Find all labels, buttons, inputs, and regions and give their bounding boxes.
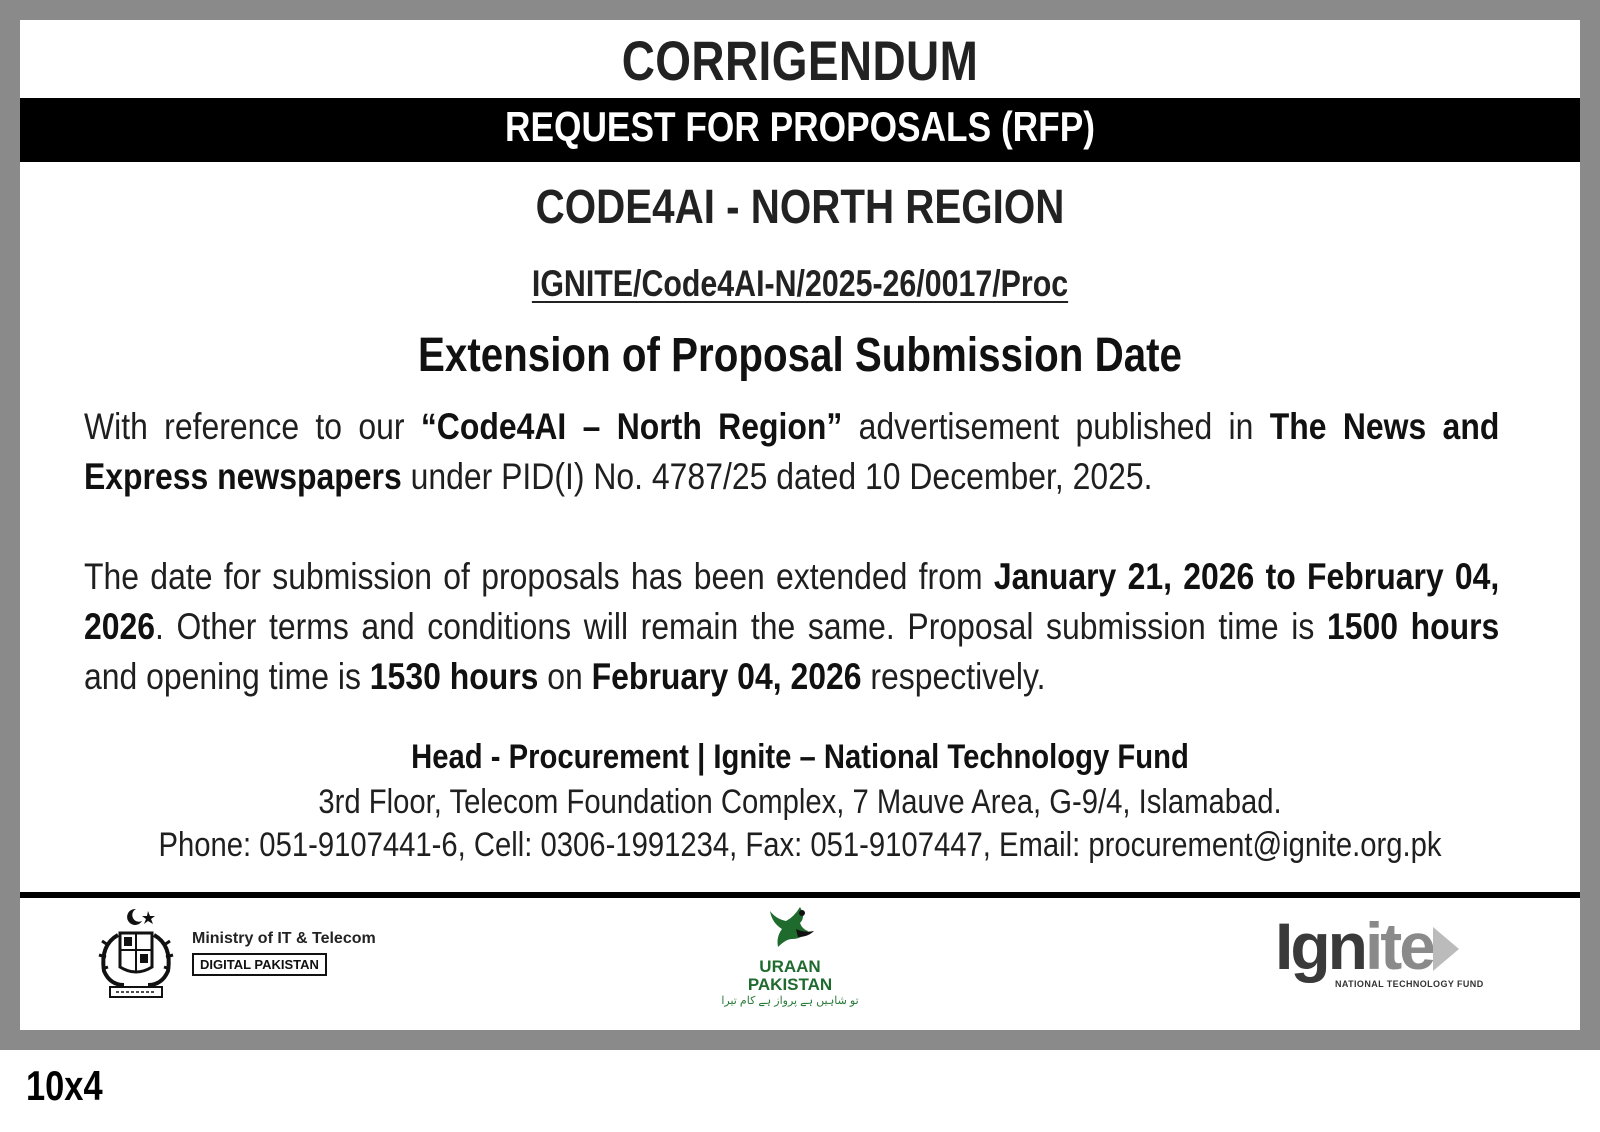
para2-text-5: respectively. — [861, 656, 1046, 697]
uraan-line-1: URAAN — [759, 957, 821, 976]
ignite-logo — [1275, 909, 1484, 989]
uraan-tagline: تو شاہیں ہے پرواز ہے کام تیرا — [721, 995, 859, 1007]
para2-text-2: . Other terms and conditions will remain the same. Proposal submission time is — [155, 606, 1327, 647]
ignite-arrow-icon — [1433, 927, 1459, 971]
ignite-wordmark — [1275, 909, 1484, 983]
ad-size-label: 10x4 — [26, 1062, 103, 1109]
para2-bold-2: 1500 hours — [1326, 606, 1500, 647]
para1-bold-2: The News and Express newspapers — [84, 406, 1500, 497]
contact-head: Head - Procurement | Ignite – National Technology Fund — [411, 738, 1189, 776]
para2-text-1: The date for submission of proposals has been extended from — [84, 556, 994, 597]
rfp-band-text: REQUEST FOR PROPOSALS (RFP) — [505, 103, 1095, 150]
ignite-word-part-1: Ign — [1275, 909, 1365, 983]
para1-bold-1: “Code4AI – North Region” — [420, 406, 843, 447]
para1-text-1: With reference to our — [84, 406, 421, 447]
ministry-name: Ministry of IT & Telecom — [192, 930, 376, 947]
para2-bold-3: 1530 hours — [369, 656, 539, 697]
para2-bold-1: January 21, 2026 to February 04, 2026 — [84, 556, 1500, 647]
para2-bold-4: February 04, 2026 — [591, 656, 862, 697]
uraan-line-2: PAKISTAN — [747, 975, 833, 994]
uraan-pakistan-logo — [720, 905, 860, 1007]
para1-text-2: advertisement published in — [842, 406, 1270, 447]
para2-text-3: and opening time is — [84, 656, 370, 697]
ignite-word-part-2: ite — [1364, 909, 1433, 983]
reference-text: IGNITE/Code4AI-N/2025-26/0017/Proc — [531, 263, 1069, 304]
paragraph-reference — [84, 402, 1499, 502]
para2-text-4: on — [538, 656, 592, 697]
contact-details: Phone: 051-9107441-6, Cell: 0306-1991234, Fax: 051-9107447, Email: procurement@ignite.org.pk — [158, 826, 1442, 864]
paragraph-extension — [84, 552, 1499, 702]
digital-pakistan-tag: DIGITAL PAKISTAN — [192, 953, 327, 976]
rfp-band — [20, 98, 1580, 162]
government-emblem-icon — [90, 905, 182, 1010]
page-title: CORRIGENDUM — [621, 29, 979, 92]
footer-divider — [20, 892, 1580, 898]
falcon-icon — [760, 905, 820, 953]
reference-number — [160, 263, 1439, 305]
ignite-subtitle: NATIONAL TECHNOLOGY FUND — [1335, 979, 1484, 989]
ad-paper — [20, 20, 1580, 1030]
project-subtitle: CODE4AI - NORTH REGION — [535, 181, 1065, 234]
para1-text-3: under PID(I) No. 4787/25 dated 10 December, 2025. — [401, 456, 1153, 497]
contact-address: 3rd Floor, Telecom Foundation Complex, 7 Mauve Area, G-9/4, Islamabad. — [318, 783, 1282, 821]
notice-heading: Extension of Proposal Submission Date — [418, 329, 1182, 382]
